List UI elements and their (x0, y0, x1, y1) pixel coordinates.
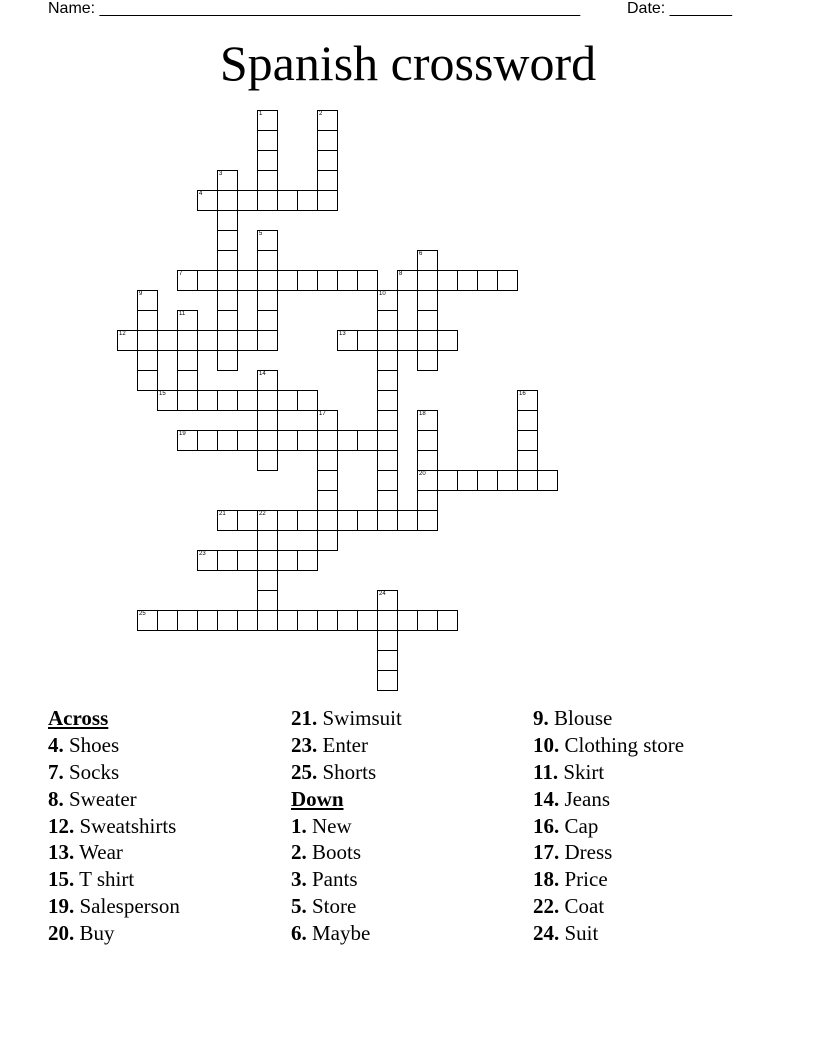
clue-down-16 (533, 813, 684, 840)
clue-number: 13. (48, 840, 75, 865)
grid-cell[interactable] (197, 550, 218, 571)
cell-number: 23 (199, 551, 206, 557)
clue-column-2 (291, 705, 402, 947)
grid-cell[interactable] (177, 350, 198, 371)
cell-number: 25 (139, 611, 146, 617)
grid-cell[interactable] (377, 470, 398, 491)
clue-number: 25. (291, 759, 318, 784)
clue-across-4 (48, 732, 180, 759)
grid-cell[interactable] (317, 410, 338, 431)
grid-cell[interactable] (477, 270, 498, 291)
grid-cell[interactable] (177, 310, 198, 331)
grid-cell[interactable] (317, 150, 338, 171)
clue-number: 8. (48, 786, 64, 811)
clue-number: 4. (48, 732, 64, 757)
grid-cell[interactable] (337, 610, 358, 631)
grid-cell[interactable] (377, 370, 398, 391)
grid-cell[interactable] (377, 330, 398, 351)
grid-cell[interactable] (517, 430, 538, 451)
grid-cell[interactable] (257, 290, 278, 311)
clue-number: 17. (533, 840, 560, 865)
grid-cell[interactable] (417, 310, 438, 331)
grid-cell[interactable] (377, 290, 398, 311)
cell-number: 20 (419, 471, 426, 477)
grid-cell[interactable] (277, 610, 298, 631)
grid-cell[interactable] (297, 510, 318, 531)
grid-cell[interactable] (517, 470, 538, 491)
grid-cell[interactable] (257, 230, 278, 251)
grid-cell[interactable] (137, 330, 158, 351)
grid-cell[interactable] (297, 190, 318, 211)
grid-cell[interactable] (317, 530, 338, 551)
grid-cell[interactable] (257, 370, 278, 391)
clue-number: 16. (533, 813, 560, 838)
clue-number: 21. (291, 706, 318, 730)
grid-cell[interactable] (317, 510, 338, 531)
clue-down-1 (291, 813, 402, 840)
clue-down-5 (291, 893, 402, 920)
grid-cell[interactable] (217, 430, 238, 451)
clue-across-8 (48, 786, 180, 813)
grid-cell[interactable] (437, 330, 458, 351)
grid-cell[interactable] (337, 270, 358, 291)
clue-text: Blouse (554, 706, 613, 730)
grid-cell[interactable] (237, 430, 258, 451)
clue-text: Pants (312, 867, 358, 892)
clue-number: 1. (291, 813, 307, 838)
cell-number: 6 (419, 251, 423, 257)
grid-cell[interactable] (357, 430, 378, 451)
cell-number: 24 (379, 591, 386, 597)
clue-text: Skirt (563, 759, 605, 784)
grid-cell[interactable] (397, 510, 418, 531)
grid-cell[interactable] (497, 470, 518, 491)
grid-cell[interactable] (257, 270, 278, 291)
grid-cell[interactable] (177, 390, 198, 411)
grid-cell[interactable] (157, 610, 178, 631)
grid-cell[interactable] (237, 330, 258, 351)
grid-cell[interactable] (377, 650, 398, 671)
grid-cell[interactable] (337, 330, 358, 351)
grid-cell[interactable] (377, 390, 398, 411)
clue-across-19 (48, 893, 180, 920)
grid-cell[interactable] (277, 430, 298, 451)
grid-cell[interactable] (537, 470, 558, 491)
grid-cell[interactable] (417, 330, 438, 351)
clue-down-11 (533, 759, 684, 786)
grid-cell[interactable] (517, 390, 538, 411)
clue-number: 12. (48, 813, 75, 838)
grid-cell[interactable] (257, 430, 278, 451)
clue-text: Swimsuit (322, 706, 402, 730)
grid-cell[interactable] (177, 330, 198, 351)
clue-text: Dress (564, 840, 613, 865)
grid-cell[interactable] (297, 610, 318, 631)
grid-cell[interactable] (177, 610, 198, 631)
grid-cell[interactable] (377, 490, 398, 511)
cell-number: 9 (139, 291, 143, 297)
clue-down-6 (291, 920, 402, 947)
grid-cell[interactable] (217, 190, 238, 211)
clue-text: Price (564, 867, 608, 892)
clue-down-3 (291, 866, 402, 893)
clue-across-15 (48, 866, 180, 893)
cell-number: 7 (179, 271, 183, 277)
grid-cell[interactable] (417, 610, 438, 631)
cell-number: 4 (199, 191, 203, 197)
grid-cell[interactable] (217, 170, 238, 191)
grid-cell[interactable] (357, 330, 378, 351)
grid-cell[interactable] (257, 570, 278, 591)
grid-cell[interactable] (277, 510, 298, 531)
clue-text: Sweatshirts (79, 813, 177, 838)
grid-cell[interactable] (137, 350, 158, 371)
clue-text: Buy (79, 921, 115, 946)
grid-cell[interactable] (377, 590, 398, 611)
cell-number: 16 (519, 391, 526, 397)
clue-text: Wear (79, 840, 123, 865)
clue-text: New (312, 813, 352, 838)
cell-number: 2 (319, 111, 323, 117)
grid-cell[interactable] (357, 270, 378, 291)
grid-cell[interactable] (157, 330, 178, 351)
cell-number: 14 (259, 371, 266, 377)
grid-cell[interactable] (297, 430, 318, 451)
grid-cell[interactable] (317, 270, 338, 291)
grid-cell[interactable] (237, 610, 258, 631)
grid-cell[interactable] (257, 590, 278, 611)
grid-cell[interactable] (437, 270, 458, 291)
grid-cell[interactable] (217, 310, 238, 331)
grid-cell[interactable] (257, 310, 278, 331)
grid-cell[interactable] (317, 110, 338, 131)
grid-cell[interactable] (397, 270, 418, 291)
clue-across-7 (48, 759, 180, 786)
grid-cell[interactable] (237, 510, 258, 531)
clue-number: 24. (533, 921, 560, 946)
grid-cell[interactable] (377, 510, 398, 531)
grid-cell[interactable] (377, 610, 398, 631)
grid-cell[interactable] (317, 610, 338, 631)
grid-cell[interactable] (377, 350, 398, 371)
cell-number: 3 (219, 171, 223, 177)
grid-cell[interactable] (417, 510, 438, 531)
grid-cell[interactable] (277, 550, 298, 571)
grid-cell[interactable] (357, 610, 378, 631)
clue-text: Salesperson (79, 894, 180, 919)
grid-cell[interactable] (457, 470, 478, 491)
clue-down-10 (533, 732, 684, 759)
cell-number: 21 (219, 511, 226, 517)
clue-text: Shoes (69, 732, 120, 757)
grid-cell[interactable] (217, 210, 238, 231)
cell-number: 10 (379, 291, 386, 297)
clue-column-3 (533, 705, 684, 947)
cell-number: 11 (179, 311, 186, 317)
clue-down-22 (533, 893, 684, 920)
grid-cell[interactable] (177, 270, 198, 291)
grid-cell[interactable] (377, 630, 398, 651)
grid-cell[interactable] (337, 510, 358, 531)
grid-cell[interactable] (317, 470, 338, 491)
cell-number: 15 (159, 391, 166, 397)
grid-cell[interactable] (217, 330, 238, 351)
grid-cell[interactable] (237, 550, 258, 571)
clue-number: 23. (291, 732, 318, 757)
grid-cell[interactable] (317, 190, 338, 211)
grid-cell[interactable] (317, 430, 338, 451)
grid-cell[interactable] (417, 490, 438, 511)
grid-cell[interactable] (417, 270, 438, 291)
clue-down-24 (533, 920, 684, 947)
grid-cell[interactable] (257, 610, 278, 631)
clue-down-14 (533, 786, 684, 813)
grid-cell[interactable] (257, 110, 278, 131)
grid-cell[interactable] (357, 510, 378, 531)
grid-cell[interactable] (417, 250, 438, 271)
grid-cell[interactable] (277, 190, 298, 211)
cell-number: 12 (119, 331, 126, 337)
cell-number: 8 (399, 271, 403, 277)
grid-cell[interactable] (197, 610, 218, 631)
grid-cell[interactable] (137, 610, 158, 631)
grid-cell[interactable] (397, 610, 418, 631)
clue-number: 19. (48, 894, 75, 919)
grid-cell[interactable] (217, 510, 238, 531)
clue-number: 9. (533, 706, 549, 730)
grid-cell[interactable] (437, 470, 458, 491)
clue-across-23 (291, 732, 402, 759)
clue-number: 10. (533, 732, 560, 757)
grid-cell[interactable] (197, 190, 218, 211)
grid-cell[interactable] (517, 410, 538, 431)
name-line: Name: ______________________________________________________ (48, 0, 581, 17)
clue-number: 7. (48, 759, 64, 784)
grid-cell[interactable] (277, 270, 298, 291)
grid-cell[interactable] (437, 610, 458, 631)
cell-number: 18 (419, 411, 426, 417)
grid-cell[interactable] (257, 390, 278, 411)
grid-cell[interactable] (217, 290, 238, 311)
clue-across-12 (48, 813, 180, 840)
clue-text: Sweater (69, 786, 137, 811)
clue-number: 20. (48, 921, 75, 946)
clue-across-25 (291, 759, 402, 786)
grid-cell[interactable] (197, 330, 218, 351)
clue-number: 15. (48, 867, 75, 892)
grid-cell[interactable] (397, 330, 418, 351)
grid-cell[interactable] (217, 550, 238, 571)
grid-cell[interactable] (257, 150, 278, 171)
clue-text: Suit (564, 921, 599, 946)
clue-number: 22. (533, 894, 560, 919)
grid-cell[interactable] (517, 450, 538, 471)
grid-cell[interactable] (477, 470, 498, 491)
grid-cell[interactable] (257, 330, 278, 351)
grid-cell[interactable] (257, 510, 278, 531)
clue-number: 2. (291, 840, 307, 865)
grid-cell[interactable] (197, 430, 218, 451)
clue-across-21 (291, 705, 402, 732)
grid-cell[interactable] (177, 430, 198, 451)
grid-cell[interactable] (377, 450, 398, 471)
grid-cell[interactable] (257, 170, 278, 191)
grid-cell[interactable] (237, 270, 258, 291)
grid-cell[interactable] (217, 390, 238, 411)
grid-cell[interactable] (117, 330, 138, 351)
grid-cell[interactable] (177, 370, 198, 391)
clue-text: Clothing store (564, 732, 685, 757)
clue-number: 3. (291, 867, 307, 892)
grid-cell[interactable] (137, 370, 158, 391)
grid-cell[interactable] (317, 170, 338, 191)
grid-cell[interactable] (217, 350, 238, 371)
grid-cell[interactable] (237, 390, 258, 411)
clue-text: Shorts (322, 759, 377, 784)
grid-cell[interactable] (217, 230, 238, 251)
clue-text: Store (312, 894, 357, 919)
grid-cell[interactable] (297, 390, 318, 411)
grid-cell[interactable] (417, 290, 438, 311)
grid-cell[interactable] (417, 470, 438, 491)
cell-number: 1 (259, 111, 263, 117)
clue-across-20 (48, 920, 180, 947)
grid-cell[interactable] (457, 270, 478, 291)
grid-cell[interactable] (257, 130, 278, 151)
across-heading: Across (48, 706, 109, 730)
grid-cell[interactable] (257, 190, 278, 211)
clue-down-2 (291, 839, 402, 866)
grid-cell[interactable] (197, 270, 218, 291)
grid-cell[interactable] (337, 430, 358, 451)
grid-cell[interactable] (377, 310, 398, 331)
grid-cell[interactable] (197, 390, 218, 411)
grid-cell[interactable] (257, 550, 278, 571)
down-heading: Down (291, 786, 344, 811)
grid-cell[interactable] (497, 270, 518, 291)
grid-cell[interactable] (417, 410, 438, 431)
grid-cell[interactable] (277, 390, 298, 411)
grid-cell[interactable] (417, 430, 438, 451)
clue-text: Socks (69, 759, 120, 784)
grid-cell[interactable] (157, 390, 178, 411)
clue-number: 5. (291, 894, 307, 919)
cell-number: 17 (319, 411, 326, 417)
cell-number: 19 (179, 431, 186, 437)
clue-text: Maybe (312, 921, 371, 946)
clue-across-13 (48, 839, 180, 866)
clue-down-17 (533, 839, 684, 866)
grid-cell[interactable] (217, 270, 238, 291)
grid-cell[interactable] (377, 410, 398, 431)
grid-cell[interactable] (257, 530, 278, 551)
clue-text: T shirt (79, 867, 135, 892)
clue-down-9 (533, 705, 684, 732)
clue-number: 6. (291, 921, 307, 946)
grid-cell[interactable] (377, 670, 398, 691)
cell-number: 22 (259, 511, 266, 517)
clue-text: Boots (312, 840, 362, 865)
grid-cell[interactable] (257, 410, 278, 431)
grid-cell[interactable] (417, 450, 438, 471)
cell-number: 13 (339, 331, 346, 337)
clue-text: Jeans (564, 786, 610, 811)
grid-cell[interactable] (297, 550, 318, 571)
grid-cell[interactable] (417, 350, 438, 371)
grid-cell[interactable] (377, 430, 398, 451)
grid-cell[interactable] (257, 450, 278, 471)
page-title: Spanish crossword (219, 35, 597, 91)
clue-number: 14. (533, 786, 560, 811)
grid-cell[interactable] (237, 190, 258, 211)
clue-text: Enter (322, 732, 368, 757)
cell-number: 5 (259, 231, 263, 237)
grid-cell[interactable] (257, 250, 278, 271)
grid-cell[interactable] (297, 270, 318, 291)
clue-column-1 (48, 705, 180, 947)
grid-cell[interactable] (317, 130, 338, 151)
grid-cell[interactable] (137, 290, 158, 311)
clue-number: 18. (533, 867, 560, 892)
clue-text: Cap (564, 813, 599, 838)
grid-cell[interactable] (317, 490, 338, 511)
date-line: Date: _______ (627, 0, 732, 17)
clue-text: Coat (564, 894, 605, 919)
grid-cell[interactable] (137, 310, 158, 331)
grid-cell[interactable] (217, 250, 238, 271)
grid-cell[interactable] (317, 450, 338, 471)
grid-cell[interactable] (217, 610, 238, 631)
clue-number: 11. (533, 759, 559, 784)
clue-down-18 (533, 866, 684, 893)
